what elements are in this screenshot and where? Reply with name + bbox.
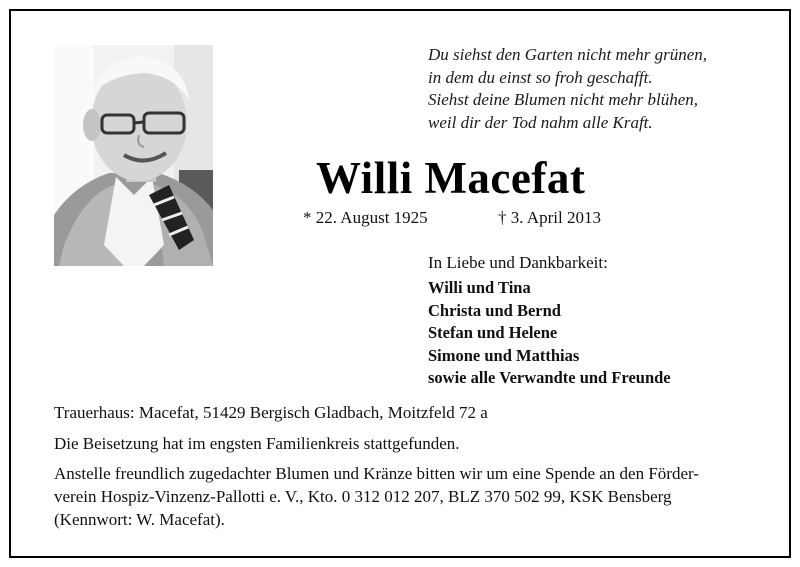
- poem-line: Siehst deine Blumen nicht mehr blühen,: [428, 90, 699, 109]
- mourners-intro: In Liebe und Dankbarkeit:: [428, 253, 608, 272]
- mourner-name: sowie alle Verwandte und Freunde: [428, 368, 671, 387]
- donation-line: (Kennwort: W. Macefat).: [54, 510, 225, 529]
- mourner-name: Stefan und Helene: [428, 323, 558, 342]
- birth-date: * 22. August 1925: [303, 208, 428, 227]
- poem-line: in dem du einst so froh geschafft.: [428, 67, 653, 87]
- death-date: † 3. April 2013: [498, 208, 601, 227]
- mourners-list: [428, 277, 671, 390]
- donation-request: [54, 462, 699, 531]
- donation-line: Anstelle freundlich zugedachter Blumen und Kränze bitten wir um eine Spende an den Förder-: [54, 464, 699, 483]
- portrait-photo: [54, 45, 213, 266]
- donation-line: verein Hospiz-Vinzenz-Pallotti e. V., Kto. 0 312 012 207, BLZ 370 502 99, KSK Bensberg: [54, 487, 672, 506]
- deceased-name: Willi Macefat: [316, 153, 586, 203]
- mourner-name: Simone und Matthias: [428, 345, 580, 365]
- burial-note: Die Beisetzung hat im engsten Familienkreis stattgefunden.: [54, 434, 460, 453]
- poem-line: weil dir der Tod nahm alle Kraft.: [428, 112, 653, 132]
- poem-line: Du siehst den Garten nicht mehr grünen,: [428, 45, 708, 64]
- mourner-name: Christa und Bernd: [428, 300, 561, 320]
- mourning-house-address: Trauerhaus: Macefat, 51429 Bergisch Gladbach, Moitzfeld 72 a: [54, 403, 488, 422]
- memorial-poem: [428, 44, 778, 134]
- mourner-name: Willi und Tina: [428, 278, 531, 297]
